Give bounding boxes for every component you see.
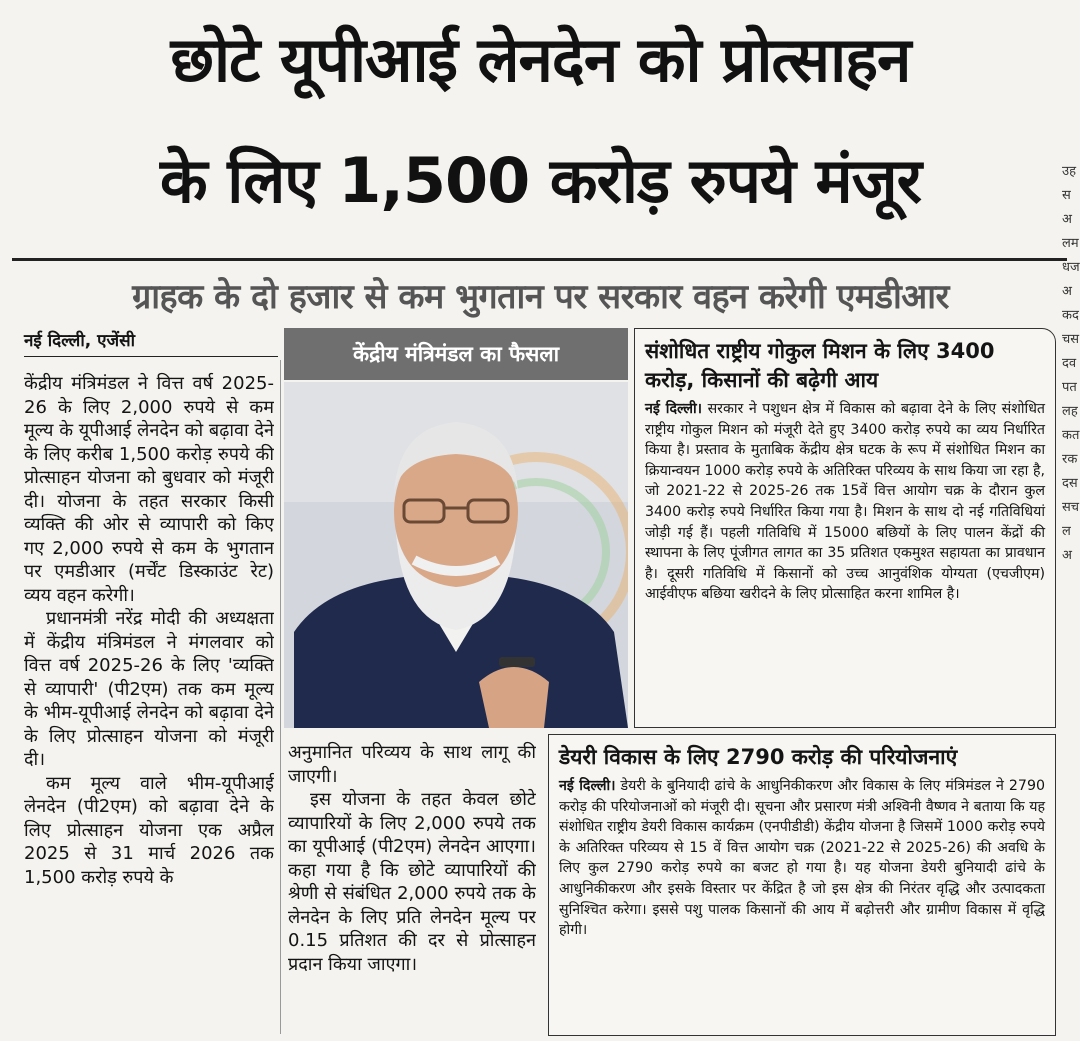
sidebar-story-body [549, 776, 1055, 941]
sidebar-story-gokul-mission [634, 328, 1056, 728]
sidebar-story-title: डेयरी विकास के लिए 2790 करोड़ की परियोजनाएं [559, 745, 958, 769]
main-story-paragraph: अनुमानित परिव्यय के साथ लागू की जाएगी। [288, 742, 536, 787]
subheadline: ग्राहक के दो हजार से कम भुगतान पर सरकार वहन करेगी एमडीआर [132, 277, 949, 317]
dateline: नई दिल्ली, एजेंसी [24, 331, 136, 351]
leader-photo [284, 382, 628, 728]
sidebar-story-dairy-development [548, 734, 1056, 1036]
headline-line-1: छोटे यूपीआई लेनदेन को प्रोत्साहन [170, 23, 911, 96]
main-story-paragraph: प्रधानमंत्री नरेंद्र मोदी की अध्यक्षता में केंद्रीय मंत्रिमंडल ने मंगलवार को वित्त वर्ष 2025-26 के लिए 'व्यक्ति से व्यापारी' (पी2एम) तक कम मूल्य के भीम-यूपीआई लेनदेन को बढ़ावा देने के लिए प्रोत्साहन योजना को मंजूरी दी। [24, 608, 274, 770]
dateline-rule [24, 356, 278, 357]
main-story-column-1 [24, 372, 274, 1034]
sidebar-story-text: सरकार ने पशुधन क्षेत्र में विकास को बढ़ावा देने के लिए संशोधित राष्ट्रीय गोकुल मिशन को मंजूरी देते हुए 3400 करोड़ रुपये का व्यय निर्धारित किया है। प्रस्ताव के मुताबिक केंद्रीय क्षेत्र घटक के रूप में संशोधित मिशन का क्रियान्वयन 1000 करोड़ रुपये के अतिरिक्त परिव्यय के साथ किया जा रहा है, जो 2021-22 से 2025-26 तक 15वें वित्त आयोग चक्र के दौरान कुल 3400 करोड़ रुपये निर्धारित किया गया है। मिशन के साथ दो नई गतिविधियां जोड़ी गई हैं। पहली गतिविधि में 15000 बछियों के लिए पालन केंद्रों की स्थापना के लिए पूंजीगत लागत का 35 प्रतिशत एकमुश्त सहायता का प्रावधान है। दूसरी गतिविधि में किसानों को उच्च आनुवंशिक योग्यता (एचजीएम) आईवीएफ बछिया खरीदने के लिए प्रोत्साहित करना शामिल है। [645, 401, 1046, 603]
portrait-illustration [284, 382, 628, 728]
photo-box [284, 328, 628, 728]
sidebar-story-text: डेयरी के बुनियादी ढांचे के आधुनिकीकरण और विकास के लिए मंत्रिमंडल ने 2790 करोड़ की परियोजनाओं को मंजूरी दी। सूचना और प्रसारण मंत्री अश्विनी वैष्णव ने बताया कि यह संशोधित राष्ट्रीय डेयरी विकास कार्यक्रम (एनपीडीडी) केंद्रीय योजना है जिसमें 1000 करोड़ रुपये के अतिरिक्त परिव्यय से 15 वें वित्त आयोग चक्र (2021-22 से 2025-26) की अवधि के लिए कुल 2790 करोड़ रुपये का बजट हो गया है। यह योजना डेयरी बुनियादी ढांचे के आधुनिकीकरण और इसके विस्तार पर केंद्रित है जो इस क्षेत्र की निरंतर वृद्धि और उत्पादकता सुनिश्चित करेगा। इससे पशु पालक किसानों की आय में बढ़ोत्तरी और ग्रामीण विकास में वृद्धि होगी। [559, 778, 1045, 939]
adjacent-column-fragment: उहसअलमधजअकदचसदवपतलहकतरकदससचलअ [1062, 164, 1080, 563]
photo-label: केंद्रीय मंत्रिमंडल का फैसला [284, 328, 628, 380]
headline-divider [12, 258, 1067, 261]
column-divider [280, 360, 281, 1034]
headline-line-2: के लिए 1,500 करोड़ रुपये मंजूर [160, 144, 921, 217]
main-story-paragraph: कम मूल्य वाले भीम-यूपीआई लेनदेन (पी2एम) को बढ़ावा देने के लिए प्रोत्साहन योजना एक अप्रैल 2025 से 31 मार्च 2026 तक 1,500 करोड़ रुपये के [24, 772, 274, 888]
main-story-paragraph: केंद्रीय मंत्रिमंडल ने वित्त वर्ष 2025-26 के लिए 2,000 रुपये से कम मूल्य के यूपीआई लेनदेन को बढ़ावा देने के लिए करीब 1,500 करोड़ रुपये की प्रोत्साहन योजना को बुधवार को मंजूरी दी। योजना के तहत सरकार किसी व्यक्ति की ओर से व्यापारी को किए गए 2,000 रुपये से कम के भुगतान पर एमडीआर (मर्चेंट डिस्काउंट रेट) व्यय वहन करेगी। [24, 373, 274, 606]
main-story-paragraph: इस योजना के तहत केवल छोटे व्यापारियों के लिए 2,000 रुपये तक का यूपीआई (पी2एम) लेनदेन आएगा। कहा गया है कि छोटे व्यापारियों की श्रेणी से संबंधित 2,000 रुपये तक के लेनदेन के लिए प्रति लेनदेन मूल्य पर 0.15 प्रतिशत की दर से प्रोत्साहन प्रदान किया जाएगा। [288, 789, 536, 975]
sidebar-story-dateline: नई दिल्ली। [645, 401, 703, 417]
sidebar-story-body [635, 399, 1055, 605]
sidebar-story-dateline: नई दिल्ली। [559, 778, 616, 794]
sidebar-story-title: संशोधित राष्ट्रीय गोकुल मिशन के लिए 3400 करोड़, किसानों की बढ़ेगी आय [645, 339, 995, 392]
main-story-column-2 [288, 741, 536, 1034]
